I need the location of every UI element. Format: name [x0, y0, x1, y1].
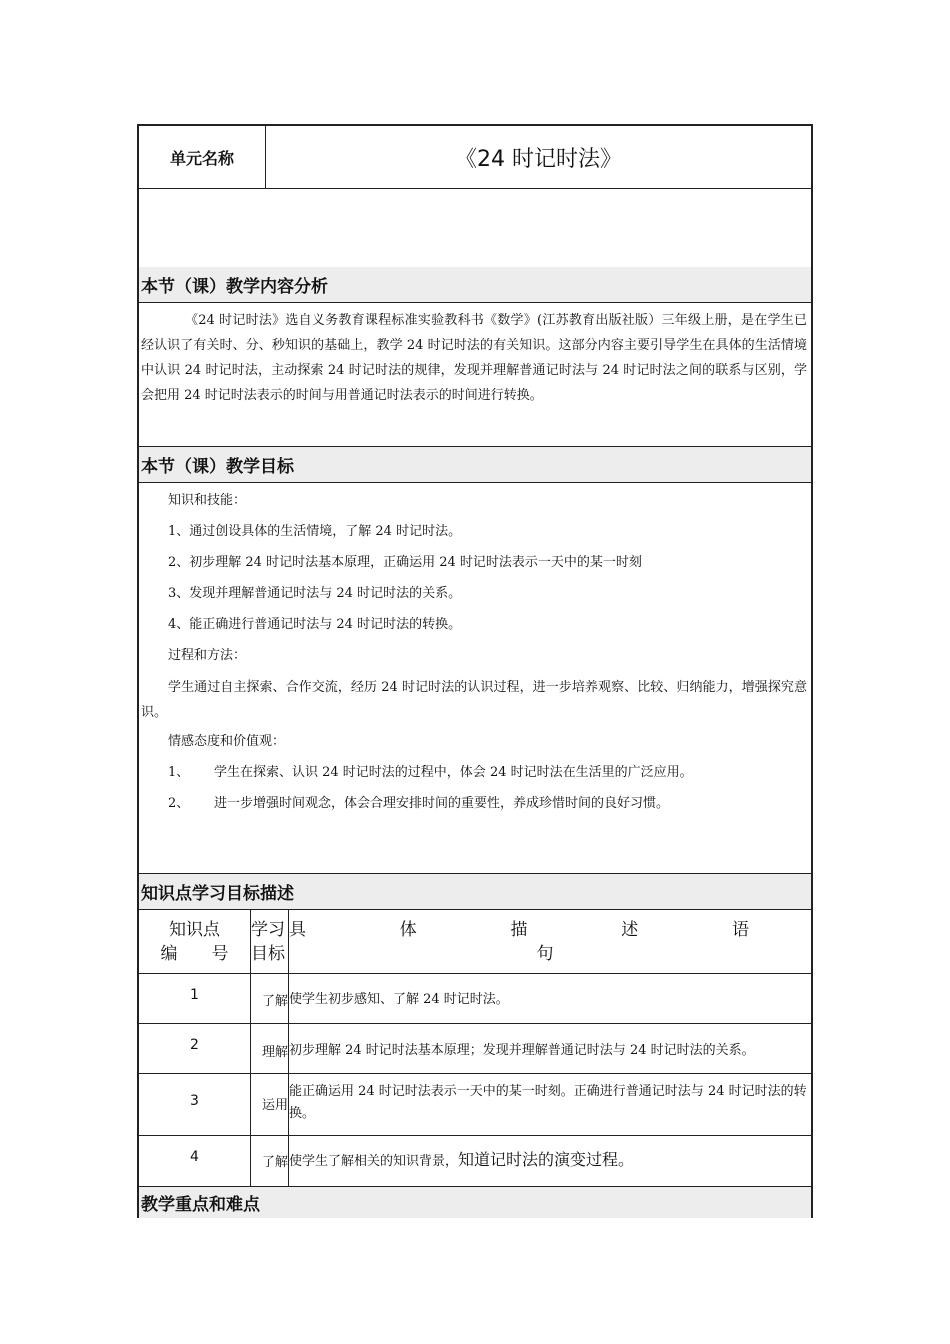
divider — [139, 188, 811, 189]
col-header-desc-char: 语 — [732, 920, 749, 940]
row-description — [289, 1136, 811, 1186]
content-analysis-heading — [139, 267, 811, 302]
col-header-desc-char: 体 — [399, 920, 417, 940]
unit-title: 《24 时记时法》 — [455, 146, 622, 172]
col-header-goal — [251, 910, 289, 973]
knowledge-item: 3、发现并理解普通记时法与 24 时记时法的关系。 — [168, 586, 462, 601]
row-number: 4 — [139, 1136, 251, 1186]
row-description: 能正确运用 24 时记时法表示一天中的某一时刻。正确进行普通记时法与 24 时记时法的转换。 — [289, 1084, 807, 1121]
row-description: 使学生初步感知、了解 24 时记时法。 — [289, 992, 509, 1007]
objectives-heading — [139, 447, 811, 482]
col-header-desc-char: 述 — [621, 920, 639, 940]
process-title: 过程和方法： — [168, 648, 247, 663]
row-goal: 运用 — [251, 1074, 289, 1135]
process-text-content: 学生通过自主探索、合作交流，经历 24 时记时法的认识过程，进一步培养观察、比较、归纳能力，增强探究意识。 — [141, 680, 807, 720]
unit-name-label-cell — [139, 126, 266, 188]
unit-name-label: 单元名称 — [169, 148, 234, 168]
knowledge-table-heading-text: 知识点学习目标描述 — [141, 884, 294, 904]
knowledge-item: 1、通过创设具体的生活情境，了解 24 时记时法。 — [168, 524, 462, 539]
row-goal: 了解 — [251, 1136, 289, 1186]
knowledge-item: 2、初步理解 24 时记时法基本原理，正确运用 24 时记时法表示一天中的某一时刻 — [168, 555, 642, 570]
col-header-desc-last: 句 — [536, 944, 554, 964]
row-number: 2 — [139, 1024, 251, 1073]
col-header-goal-line1: 学习 — [251, 920, 285, 940]
process-text — [141, 675, 807, 725]
lesson-plan-table — [137, 124, 813, 1218]
emotion-item — [139, 763, 811, 783]
row-number: 1 — [139, 974, 251, 1023]
content-analysis-heading-text: 本节（课）教学内容分析 — [141, 277, 328, 297]
emotion-item-number: 2、 — [168, 796, 190, 811]
emotion-item-text: 进一步增强时间观念，体会合理安排时间的重要性，养成珍惜时间的良好习惯。 — [214, 796, 670, 811]
divider — [139, 482, 811, 483]
key-points-heading — [139, 1187, 811, 1218]
knowledge-item: 4、能正确进行普通记时法与 24 时记时法的转换。 — [168, 617, 462, 632]
objectives-heading-text: 本节（课）教学目标 — [141, 457, 294, 477]
col-header-number-line2: 编 号 — [160, 944, 229, 964]
divider — [139, 302, 811, 303]
emotion-item — [139, 794, 811, 814]
emotion-item-number: 1、 — [168, 765, 190, 780]
col-header-goal-line2: 目标 — [251, 944, 285, 964]
row-goal: 了解 — [251, 974, 289, 1023]
col-header-desc-char: 描 — [510, 920, 528, 940]
col-header-number — [139, 910, 251, 973]
row-number: 3 — [139, 1074, 251, 1135]
content-analysis-text: 《24 时记时法》选自义务教育课程标准实验教科书《数学》(江苏教育出版社版）三年级上册，是在学生已经认识了有关时、分、秒知识的基础上，教学 24 时记时法的有关知识。这部分内容主要引导学生在具体的生活情境中认识 24 时记时法，主动探索 24 时记时法的规律，发现并理解普通记时法与 24 时记时法之间的联系与区别，学会把用 24 时记时法表示的时间与用普通记时法表示的时间进行转换。 — [141, 313, 807, 403]
content-analysis-paragraph — [141, 308, 807, 408]
key-points-heading-text: 教学重点和难点 — [141, 1195, 260, 1215]
row-description-part: 使学生了解相关的知识背景， — [289, 1154, 459, 1169]
unit-title-cell — [266, 126, 811, 188]
col-header-desc-char: 具 — [289, 920, 306, 940]
row-description: 初步理解 24 时记时法基本原理；发现并理解普通记时法与 24 时记时法的关系。 — [289, 1043, 755, 1058]
col-header-description — [289, 910, 811, 973]
row-description-part: 知道记时法的演变过程。 — [458, 1150, 635, 1169]
knowledge-table-heading — [139, 874, 811, 909]
emotion-title: 情感态度和价值观： — [168, 734, 286, 749]
row-goal: 理解 — [251, 1024, 289, 1073]
knowledge-title: 知识和技能： — [168, 493, 247, 508]
emotion-item-text: 学生在探索、认识 24 时记时法的过程中，体会 24 时记时法在生活里的广泛应用。 — [214, 765, 693, 780]
col-header-number-line1: 知识点 — [169, 920, 220, 940]
